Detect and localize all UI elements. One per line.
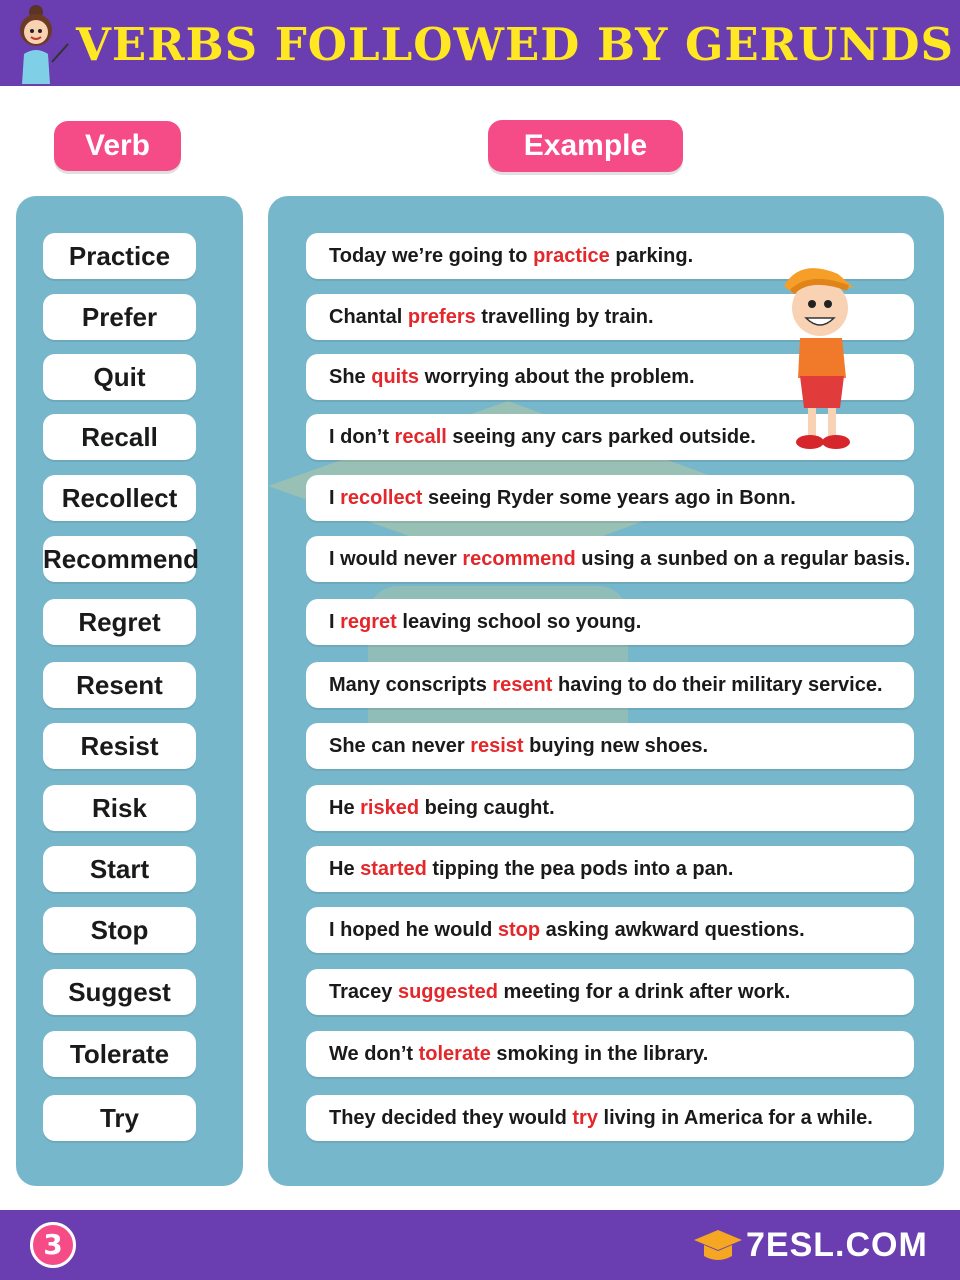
verb-item: Resent (43, 662, 196, 708)
highlighted-verb: try (572, 1107, 598, 1129)
verb-item: Try (43, 1095, 196, 1141)
highlighted-verb: prefers (407, 306, 476, 328)
verb-item: Recommend (43, 536, 196, 582)
highlighted-verb: regret (340, 611, 397, 633)
sentence-text: She can never (329, 735, 471, 757)
verb-item: Resist (43, 723, 196, 769)
sentence-text: tipping the pea pods into a pan. (426, 858, 734, 880)
verb-item: Regret (43, 599, 196, 645)
highlighted-verb: resist (470, 735, 524, 757)
sentence-text: worrying about the problem. (419, 366, 695, 388)
verb-item: Start (43, 846, 196, 892)
verb-item: Recollect (43, 475, 196, 521)
verb-item: Prefer (43, 294, 196, 340)
sentence-text: Tracey (329, 981, 398, 1003)
header-bar (0, 0, 960, 86)
sentence-text: leaving school so young. (396, 611, 642, 633)
highlighted-verb: practice (533, 245, 610, 267)
highlighted-verb: recollect (340, 487, 423, 509)
sentence-text: seeing any cars parked outside. (446, 426, 756, 448)
example-sentence (306, 475, 914, 521)
page-title: VERBS FOLLOWED BY GERUNDS (76, 18, 955, 71)
sentence-text: meeting for a drink after work. (497, 981, 791, 1003)
sentence-text: Chantal (329, 306, 408, 328)
sentence-text: They decided they would (329, 1107, 573, 1129)
sentence-text: asking awkward questions. (540, 919, 805, 941)
highlighted-verb: risked (360, 797, 420, 819)
example-sentence (306, 907, 914, 953)
sentence-text: We don’t (329, 1043, 419, 1065)
boy-cap-icon (770, 258, 870, 458)
verb-column-label: Verb (54, 121, 181, 171)
highlighted-verb: stop (497, 919, 541, 941)
sentence-text: parking. (609, 245, 694, 267)
sentence-text: I hoped he would (329, 919, 498, 941)
example-sentence (306, 969, 914, 1015)
verbs-panel (16, 196, 243, 1186)
footer-bar (0, 1210, 960, 1280)
sentence-text: buying new shoes. (523, 735, 709, 757)
verb-item: Stop (43, 907, 196, 953)
example-sentence (306, 1095, 914, 1141)
sentence-text: She (329, 366, 372, 388)
highlighted-verb: recommend (462, 548, 576, 570)
sentence-text: Today we’re going to (329, 245, 534, 267)
sentence-text: travelling by train. (475, 306, 654, 328)
teacher-girl-icon (8, 4, 72, 84)
verb-item: Recall (43, 414, 196, 460)
sentence-text: I would never (329, 548, 463, 570)
verb-item: Risk (43, 785, 196, 831)
highlighted-verb: quits (371, 366, 420, 388)
sentence-text: living in America for a while. (597, 1107, 873, 1129)
highlighted-verb: suggested (397, 981, 498, 1003)
highlighted-verb: tolerate (418, 1043, 491, 1065)
page-number-badge: 3 (30, 1222, 76, 1268)
brand-logo-text: 7ESL.COM (746, 1226, 928, 1264)
verb-item: Practice (43, 233, 196, 279)
sentence-text: Many conscripts (329, 674, 493, 696)
example-sentence (306, 536, 914, 582)
example-sentence (306, 723, 914, 769)
sentence-text: seeing Ryder some years ago in Bonn. (422, 487, 796, 509)
verb-item: Quit (43, 354, 196, 400)
sentence-text: He (329, 797, 361, 819)
highlighted-verb: started (360, 858, 427, 880)
sentence-text: being caught. (419, 797, 555, 819)
example-sentence (306, 846, 914, 892)
sentence-text: having to do their military service. (552, 674, 883, 696)
example-sentence (306, 1031, 914, 1077)
example-column-label: Example (488, 120, 683, 172)
verb-item: Tolerate (43, 1031, 196, 1077)
verb-item: Suggest (43, 969, 196, 1015)
highlighted-verb: recall (394, 426, 447, 448)
graduation-cap-icon (692, 1224, 744, 1266)
sentence-text: using a sunbed on a regular basis. (575, 548, 911, 570)
sentence-text: I (329, 487, 341, 509)
example-sentence (306, 599, 914, 645)
sentence-text: He (329, 858, 361, 880)
sentence-text: I don’t (329, 426, 395, 448)
sentence-text: I (329, 611, 341, 633)
example-sentence (306, 785, 914, 831)
highlighted-verb: resent (492, 674, 553, 696)
example-sentence (306, 662, 914, 708)
sentence-text: smoking in the library. (490, 1043, 709, 1065)
